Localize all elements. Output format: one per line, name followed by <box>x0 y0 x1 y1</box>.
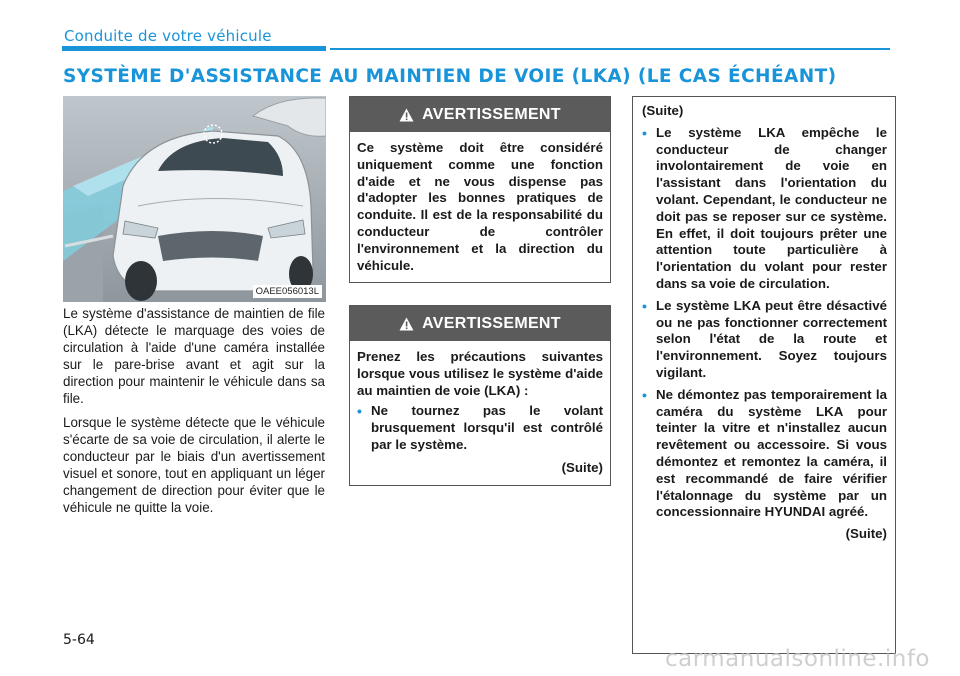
warning-heading-2: AVERTISSEMENT <box>422 314 561 332</box>
page-title: SYSTÈME D'ASSISTANCE AU MAINTIEN DE VOIE (LKA) (LE CAS ÉCHÉANT) <box>63 66 837 87</box>
right-bullet-3: Ne démontez pas temporairement la caméra du système LKA pour teinter la vitre et n'installez aucun revêtement ou accessoire. Si vous démontez et remontez la caméra, il est recommandé de faire vérifier l'étalonnage du système par un concessionnaire HYUNDAI agréé. <box>656 386 887 520</box>
warning-text-1: Ce système doit être considéré uniquement comme une fonction d'aide et ne vous dispense pas d'adopter les bonnes pratiques de conduite. Il est de la responsabilité du conducteur de contrôler l'environnement et la direction du véhicule. <box>357 140 603 273</box>
warning-icon <box>399 317 414 331</box>
page-number: 5-64 <box>63 632 95 648</box>
watermark: carmanualsonline.info <box>664 646 930 672</box>
list-item <box>642 125 887 293</box>
paragraph-1: Le système d'assistance de maintien de file (LKA) détecte le marquage des voies de circulation à l'aide d'une caméra installée sur le pare-brise avant et agit sur la direction pour maintenir le véhicule dans sa file. <box>63 306 325 406</box>
lka-illustration <box>63 96 326 302</box>
suite-label-top: (Suite) <box>642 103 684 118</box>
right-bullet-2: Le système LKA peut être désactivé ou ne pas fonctionner correctement selon l'état de la route et l'environnement. Soyez toujours vigilant. <box>656 297 887 380</box>
header-rule-thin <box>330 48 890 50</box>
continuation-box <box>632 96 896 654</box>
warning-box-1 <box>349 96 611 283</box>
suite-label: (Suite) <box>561 459 603 475</box>
header-rule-thick <box>62 46 326 51</box>
list-item <box>357 403 603 453</box>
warning-icon <box>399 108 414 122</box>
warning-bullet-2: Ne tournez pas le volant brusquement lorsqu'il est contrôlé par le système. <box>371 403 603 452</box>
paragraph-2: Lorsque le système détecte que le véhicule s'écarte de sa voie de circulation, il alerte le conducteur par le biais d'un avertissement visuel et sonore, tout en appliquant un léger changement de direction pour éviter que le véhicule ne quitte la voie. <box>63 415 325 515</box>
bullet-icon: • <box>642 297 647 314</box>
car-camera-illustration <box>63 96 326 302</box>
warning-header-1 <box>350 97 610 132</box>
bullet-icon: • <box>642 124 647 141</box>
warning-header-2 <box>350 306 610 341</box>
warning-box-2 <box>349 305 611 486</box>
right-bullet-1: Le système LKA empêche le conducteur de changer involontairement de voie en l'assistant dans l'orientation du volant. Cependant, le conducteur ne doit pas se reposer sur ce système. En effet, il doit toujours prêter une attention toute particulière à l'orientation du volant pour rester dans sa voie de circulation. <box>656 124 887 291</box>
body-text <box>63 306 325 525</box>
suite-label-bottom: (Suite) <box>845 526 887 542</box>
list-item <box>642 298 887 382</box>
warning-heading-1: AVERTISSEMENT <box>422 105 561 123</box>
figure-label: OAEE056013L <box>253 285 322 298</box>
bullet-icon: • <box>642 386 647 403</box>
bullet-icon: • <box>357 403 362 420</box>
warning-intro-2: Prenez les précautions suivantes lorsque vous utilisez le système d'aide au maintien de voie (LKA) : <box>357 349 603 398</box>
list-item <box>642 387 887 521</box>
section-title: Conduite de votre véhicule <box>64 27 272 45</box>
